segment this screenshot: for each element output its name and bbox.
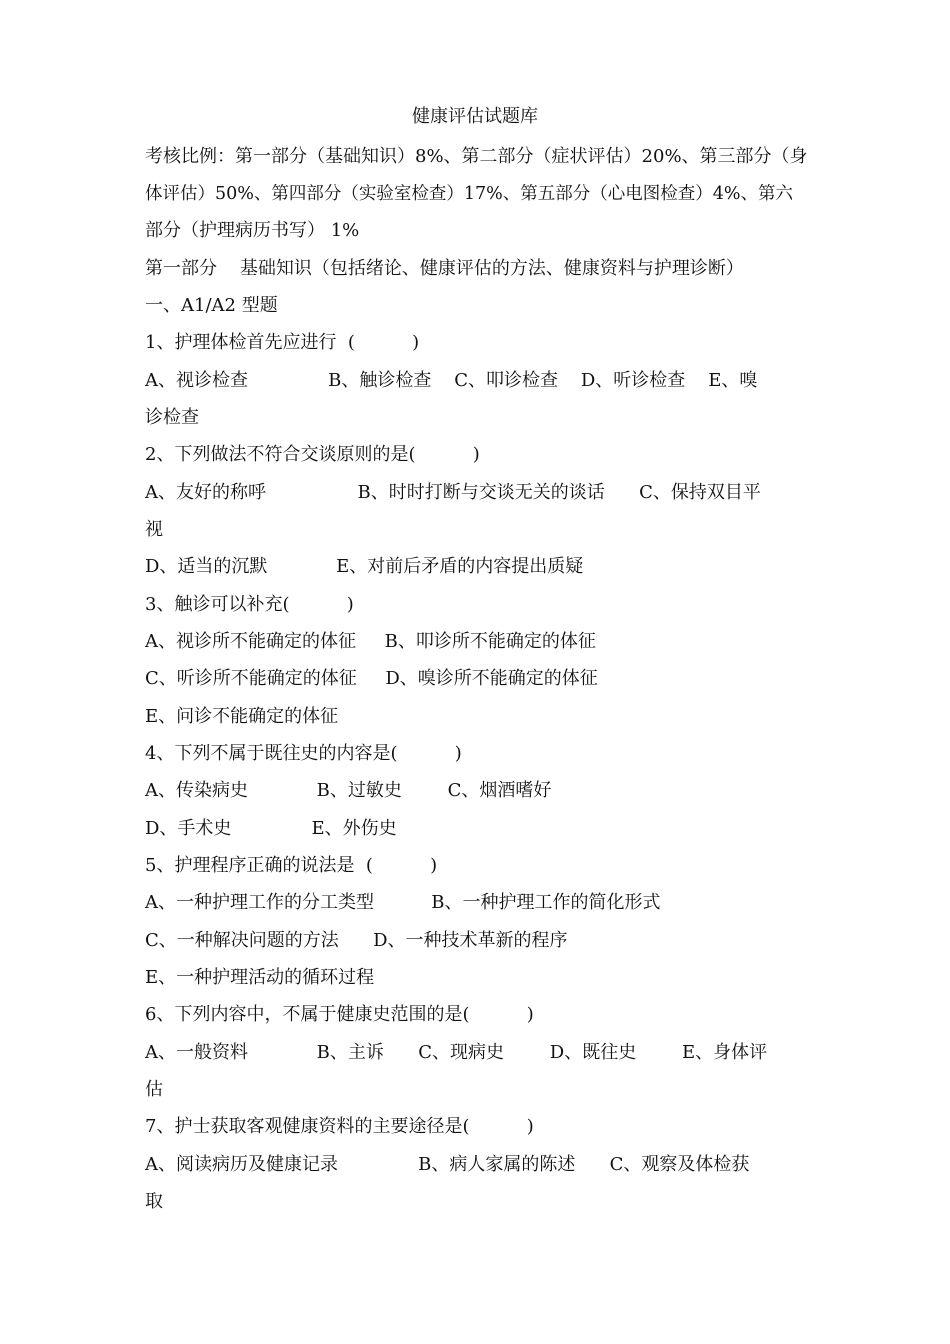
question-stem: 3、触诊可以补充( ) bbox=[145, 594, 354, 615]
question-options: A、一般资料 B、主诉 C、现病史 D、既往史 E、身体评 bbox=[145, 1042, 768, 1063]
question-options: 诊检查 bbox=[145, 407, 199, 428]
part-heading: 第一部分 基础知识（包括绪论、健康评估的方法、健康资料与护理诊断） bbox=[145, 258, 744, 279]
question-options: A、传染病史 B、过敏史 C、烟酒嗜好 bbox=[145, 780, 552, 801]
question-options: 视 bbox=[145, 519, 163, 540]
question-stem: 1、护理体检首先应进行 ( ) bbox=[145, 332, 420, 353]
question-stem: 5、护理程序正确的说法是 ( ) bbox=[145, 855, 438, 876]
question-options: 取 bbox=[145, 1191, 163, 1212]
question-options: A、阅读病历及健康记录 B、病人家属的陈述 C、观察及体检获 bbox=[145, 1154, 750, 1175]
question-options: D、手术史 E、外伤史 bbox=[145, 818, 397, 839]
question-options: D、适当的沉默 E、对前后矛盾的内容提出质疑 bbox=[145, 556, 584, 577]
question-stem: 7、护士获取客观健康资料的主要途径是( ) bbox=[145, 1116, 534, 1137]
question-stem: 2、下列做法不符合交谈原则的是( ) bbox=[145, 444, 480, 465]
intro-line-2: 体评估）50%、第四部分（实验室检查）17%、第五部分（心电图检查）4%、第六 bbox=[145, 184, 794, 204]
intro-line-1: 考核比例：第一部分（基础知识）8%、第二部分（症状评估）20%、第三部分（身 bbox=[145, 146, 808, 167]
intro-line-3: 部分（护理病历书写） 1% bbox=[145, 220, 360, 241]
question-options: C、一种解决问题的方法 D、一种技术革新的程序 bbox=[145, 930, 568, 951]
question-options: 估 bbox=[145, 1079, 163, 1100]
question-stem: 6、下列内容中，不属于健康史范围的是( ) bbox=[145, 1004, 534, 1025]
question-options: E、问诊不能确定的体征 bbox=[145, 706, 339, 727]
question-options: A、友好的称呼 B、时时打断与交谈无关的谈话 C、保持双目平 bbox=[145, 482, 761, 503]
question-options: A、视诊所不能确定的体征 B、叩诊所不能确定的体征 bbox=[145, 631, 596, 652]
question-options: A、一种护理工作的分工类型 B、一种护理工作的简化形式 bbox=[145, 892, 661, 913]
question-stem: 4、下列不属于既往史的内容是( ) bbox=[145, 743, 462, 764]
question-options: C、听诊所不能确定的体征 D、嗅诊所不能确定的体征 bbox=[145, 668, 598, 689]
section-heading: 一、A1/A2 型题 bbox=[145, 295, 278, 316]
question-options: A、视诊检查 B、触诊检查 C、叩诊检查 D、听诊检查 E、嗅 bbox=[145, 370, 758, 391]
document-title: 健康评估试题库 bbox=[412, 106, 538, 127]
question-options: E、一种护理活动的循环过程 bbox=[145, 967, 375, 988]
